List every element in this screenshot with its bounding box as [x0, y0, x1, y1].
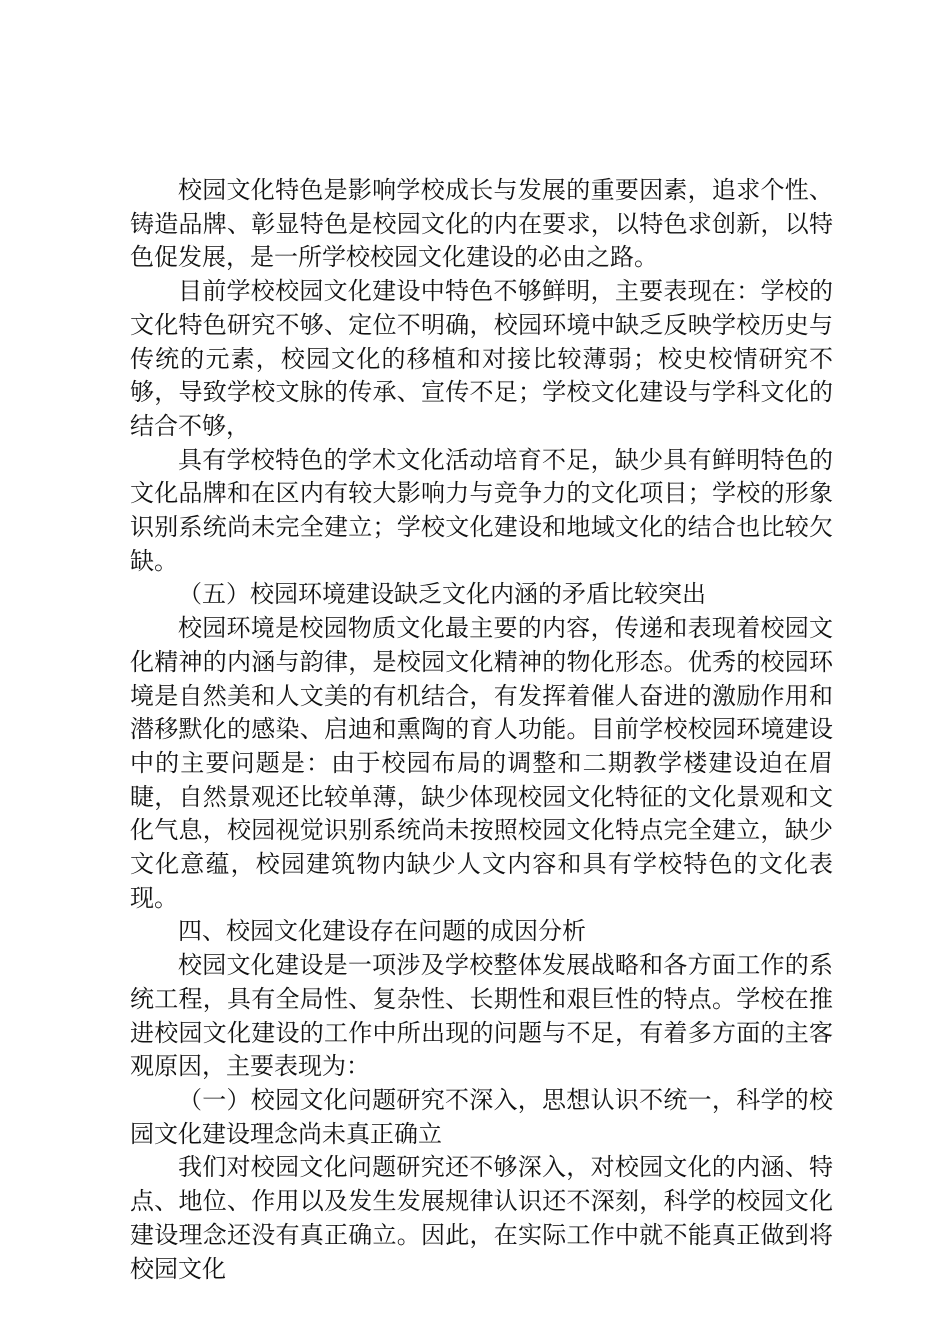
section-heading-four: 四、校园文化建设存在问题的成因分析	[178, 917, 586, 946]
paragraph-academic-activities: 具有学校特色的学术文化活动培育不足，缺少具有鲜明特色的文化品牌和在区内有较大影响力与竞争力的文化项目；学校的形象识别系统尚未完全建立；学校文化建设和地域文化的结合也比较欠缺。	[130, 445, 833, 575]
paragraph-campus-culture-features: 校园文化特色是影响学校成长与发展的重要因素，追求个性、铸造品牌、彰显特色是校园文化的内在要求，以特色求创新，以特色促发展，是一所学校校园文化建设的必由之路。	[130, 176, 833, 272]
document-body	[130, 174, 833, 1286]
paragraph-campus-environment: 校园环境是校园物质文化最主要的内容，传递和表现着校园文化精神的内涵与韵律，是校园文化精神的物化形态。优秀的校园环境是自然美和人文美的有机结合，有发挥着催人奋进的激励作用和潜移默化的感染、启迪和熏陶的育人功能。目前学校校园环境建设中的主要问题是：由于校园布局的调整和二期教学楼建设迫在眉睫，自然景观还比较单薄，缺少体现校园文化特征的文化景观和文化气息，校园视觉识别系统尚未按照校园文化特点完全建立，缺少文化意蕴，校园建筑物内缺少人文内容和具有学校特色的文化表现。	[130, 614, 833, 912]
paragraph-systematic-project: 校园文化建设是一项涉及学校整体发展战略和各方面工作的系统工程，具有全局性、复杂性、长期性和艰巨性的特点。学校在推进校园文化建设的工作中所出现的问题与不足，有着多方面的主客观原因，主要表现为：	[130, 951, 833, 1081]
paragraph-research-insufficient: 我们对校园文化问题研究还不够深入，对校园文化的内涵、特点、地位、作用以及发生发展规律认识还不深刻，科学的校园文化建设理念还没有真正确立。因此，在实际工作中就不能真正做到将校园文化	[130, 1153, 833, 1283]
section-heading-five: （五）校园环境建设缺乏文化内涵的矛盾比较突出	[178, 580, 706, 609]
section-heading-one: （一）校园文化问题研究不深入，思想认识不统一，科学的校园文化建设理念尚未真正确立	[130, 1085, 833, 1148]
paragraph-current-problems: 目前学校校园文化建设中特色不够鲜明，主要表现在：学校的文化特色研究不够、定位不明确，校园环境中缺乏反映学校历史与传统的元素，校园文化的移植和对接比较薄弱；校史校情研究不够，导致学校文脉的传承、宣传不足；学校文化建设与学科文化的结合不够，	[130, 277, 833, 440]
